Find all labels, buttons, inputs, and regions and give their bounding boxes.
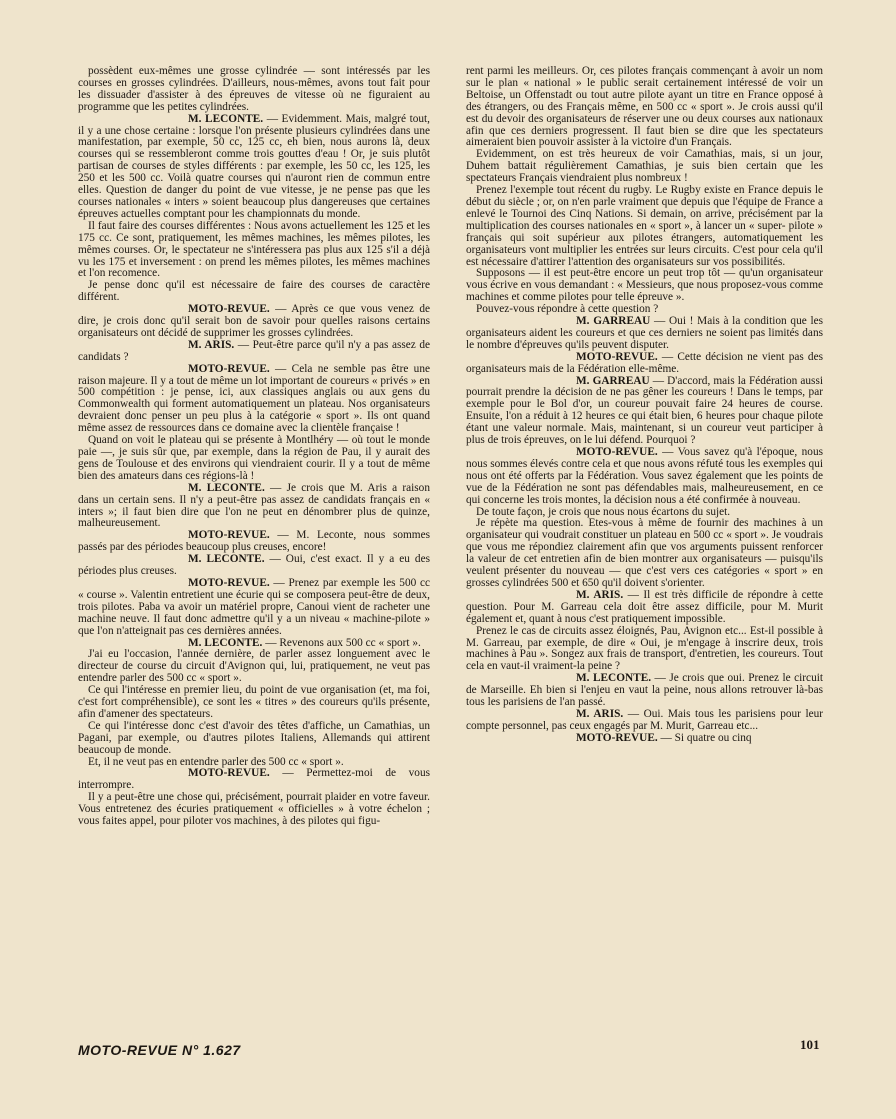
paragraph-text: De toute façon, je crois que nous nous écartons du sujet. [476, 505, 731, 518]
paragraph [78, 578, 430, 638]
speaker-name: M. LECONTE. [576, 672, 652, 685]
paragraph [78, 721, 430, 757]
paragraph [466, 149, 823, 185]
speaker-name: MOTO-REVUE. [576, 350, 658, 363]
speaker-name: M. ARIS. [188, 338, 235, 351]
right-column [466, 66, 823, 745]
paragraph-text: — Après ce que vous venez de dire, je crois donc qu'il serait bon de savoir pour quelles raisons certains organisateurs ont décidé de supprimer les grosses cylindrées. [78, 303, 430, 339]
paragraph-text: — Il est très difficile de répondre à cette question. Pour M. Garreau cela doit être assez difficile, pour M. Murit également et, quant à nous c'est pratiquement impossible. [466, 588, 823, 625]
speaker-name: MOTO-REVUE. [576, 731, 658, 744]
paragraph [466, 626, 823, 674]
speaker-name: MOTO-REVUE. [188, 576, 270, 589]
speaker-name: M. LECONTE. [188, 112, 264, 125]
paragraph-text: — Si quatre ou cinq [657, 731, 752, 744]
paragraph [78, 280, 430, 304]
paragraph [466, 66, 823, 149]
paragraph [466, 673, 823, 709]
paragraph [78, 685, 430, 721]
page-number: 101 [800, 1037, 820, 1052]
paragraph [466, 709, 823, 733]
paragraph [466, 268, 823, 304]
paragraph [78, 530, 430, 554]
paragraph-text: Ce qui l'intéresse en premier lieu, du point de vue organisation (et, ma foi, c'est fort compréhensible), ce sont les « titres » des coureurs qu'ils présente, afin d'amener des spectateurs. [78, 684, 430, 720]
paragraph [466, 447, 823, 507]
speaker-name: MOTO-REVUE. [188, 362, 270, 375]
paragraph [78, 792, 430, 828]
paragraph-text: Supposons — il est peut-être encore un peut trop tôt — qu'un organisateur vous écrive en vous demandant : « Messieurs, que nous proposez-vous comme machines et comme pilotes pour telle épreuve ». [466, 267, 823, 304]
speaker-name: MOTO-REVUE. [576, 446, 658, 458]
paragraph-text: — Je crois que M. Aris a raison dans un certain sens. Il n'y a peut-être pas assez de candidats français en « inters »; il faut bien dire que l'on ne peut en dénombrer plus de quinze, malheureusement. [78, 481, 430, 530]
paragraph [78, 483, 430, 531]
paragraph [466, 733, 823, 745]
speaker-name: M. LECONTE. [188, 553, 265, 566]
paragraph-text: rent parmi les meilleurs. Or, ces pilotes français commençant à avoir un nom sur le plan « national » le public serait certainement intéressé de voir un Beltoise, un Offenstadt ou tout autre pilote ayant un titre en France opposé à des étrangers, ou des Français même, en 500 cc « sport ». Je crois aussi qu'il est du devoir des organisateurs de réserver une ou deux courses aux nationaux afin que ces derniers progressent. Il faut bien se dire que les spectateurs aimeraient bien pouvoir assister à la victoire d'un Français. [466, 65, 823, 149]
left-column [78, 66, 430, 828]
paragraph-text: Je pense donc qu'il est nécessaire de faire des courses de caractère différent. [78, 279, 430, 304]
paragraph-text: — Cela ne semble pas être une raison majeure. Il y a tout de même un lot important de coureurs « privés » en 500 compétition : je pense, ici, aux classiques anglais ou aux gens du Commonwealth qui forment automatiquement un plateau. Nos organisateurs devraient donc penser un peu plus à la catégorie « sport ». Ils ont quand même assez de ressources dans ce domaine avec la clientèle française ! [78, 362, 430, 435]
paragraph-text: — M. Leconte, nous sommes passés par des périodes beaucoup plus creuses, encore! [78, 529, 430, 554]
speaker-name: MOTO-REVUE. [188, 529, 270, 542]
paragraph [466, 590, 823, 626]
paragraph-text: Quand on voit le plateau qui se présente à Montlhéry — où tout le monde paie —, je suis sûr que, par exemple, dans la région de Pau, il y aurait des gens de Toulouse et des environs qui viendraient courir. Il y a tout de même bien des amateurs dans ces régions-là ! [78, 434, 430, 482]
paragraph-text: — Evidemment. Mais, malgré tout, il y a une chose certaine : lorsque l'on présente plusieurs cylindrées dans une manifestation, par exemple, 50 cc, 125 cc, eh bien, nous aurons là, deux courses qui se ressembleront comme trois gouttes d'eau ! Or, je suis plutôt partisan de courses de styles différents : par exemple, les 50 cc, les 125, les 250 et les 500 cc. Voilà quatre courses qui n'auront rien de commun entre elles. Question de danger du point de vue vitesse, je ne pense pas que les courses nationales « inters » soient beaucoup plus dangereuses que certaines épreuves actuelles comptant pour les championnats du monde. [78, 112, 430, 220]
speaker-name: M. ARIS. [576, 588, 624, 601]
paragraph [78, 649, 430, 685]
paragraph [78, 114, 430, 221]
paragraph-text: — Oui ! Mais à la condition que les organisateurs aident les coureurs et que ces derniers ne soient pas limités dans le nombre d'épreuves qu'ils peuvent disputer. [466, 315, 823, 351]
paragraph-text: possèdent eux-mêmes une grosse cylindrée — sont intéressés par les courses en grosses cylindrées. D'ailleurs, nous-mêmes, avons tout fait pour les dissuader d'assister à des épreuves de vitesse où ne figuraient au programme que les petites cylindrées. [78, 65, 430, 113]
paragraph [466, 316, 823, 352]
speaker-name: MOTO-REVUE. [188, 303, 270, 316]
paragraph-text: Ce qui l'intéresse donc c'est d'avoir des têtes d'affiche, un Camathias, un Pagani, par exemple, ou d'autres pilotes Italiens, Allemands qui attirent beaucoup de monde. [78, 719, 430, 756]
speaker-name: M. GARREAU [576, 374, 650, 387]
paragraph-text: — Permettez-moi de vous interrompre. [78, 767, 430, 792]
paragraph [78, 221, 430, 281]
paragraph-text: Evidemment, on est très heureux de voir Camathias, mais, si un jour, Duhem battait régulièrement Camathias, je suis bien certain que les spectateurs Français viendraient plus nombreux ! [466, 148, 823, 185]
paragraph [466, 376, 823, 447]
paragraph-text: J'ai eu l'occasion, l'année dernière, de parler assez longuement avec le directeur de course du circuit d'Avignon qui, lui, pratiquement, ne veut pas entendre parler des 500 cc « sport ». [78, 648, 430, 685]
magazine-issue-footer: MOTO-REVUE N° 1.627 [78, 1042, 241, 1058]
paragraph-text: Prenez l'exemple tout récent du rugby. Le Rugby existe en France depuis le début du siècle ; or, on n'en parle vraiment que depuis que l'équipe de France a enlevé le Tournoi des Cinq Nations. Si demain, on arrive, précisément par la multiplication des courses nationales en « sport », à lancer un « super- pilote » français qui soit supérieur aux pilotes étrangers, automatiquement les organisateurs vont multiplier les entrées sur leurs circuits. C'est pour cela qu'il est nécessaire d'attirer l'attention des organisateurs sur vos possibilités. [466, 184, 823, 268]
paragraph-text: — Cette décision ne vient pas des organisateurs mais de la Fédération elle-même. [466, 350, 823, 375]
paragraph [78, 66, 430, 114]
paragraph-text: — Oui. Mais tous les parisiens pour leur compte personnel, pas ceux engagés par M. Murit, Garreau etc... [466, 707, 824, 732]
paragraph-text: Et, il ne veut pas en entendre parler des 500 cc « sport ». [88, 755, 344, 768]
speaker-name: M. ARIS. [576, 707, 624, 720]
paragraph [78, 554, 430, 578]
paragraph-text: — D'accord, mais la Fédération aussi pourrait prendre la décision de ne pas gêner les coureurs ! Dans le temps, par exemple pour le Bol d'or, un coureur pouvait faire 24 heures de course. Ensuite, l'on a réduit à 12 heures ce qui était bien, 6 heures pour chaque pilote étant une valeur normale. Mais, maintenant, si un coureur veut participer à plus de trois épreuves, on le lui défend. Pourquoi ? [466, 374, 823, 447]
paragraph [466, 518, 823, 589]
paragraph-text: — Vous savez qu'à l'époque, nous nous sommes élevés contre cela et que nous avons réfuté tous les exemples qui nous ont été offerts par la Fédération. Vous savez également que les points de vue de la Fédération ne sont pas défendables mais, malheureusement, en ce qui concerne les trois montes, la décision nous a été confirmée à nouveau. [466, 446, 823, 506]
paragraph [78, 340, 430, 364]
paragraph-text: — Oui, c'est exact. Il y a eu des périodes plus creuses. [78, 553, 430, 578]
paragraph-text: Il y a peut-être une chose qui, précisément, pourrait plaider en votre faveur. Vous entretenez des écuries pratiquement « officielles » à votre échelon ; vous faites appel, pour piloter vos machines, à des pilotes qui figu- [78, 791, 430, 828]
paragraph [78, 364, 430, 435]
speaker-name: M. LECONTE. [188, 636, 263, 649]
paragraph-text: Pouvez-vous répondre à cette question ? [476, 303, 659, 316]
paragraph-text: — Revenons aux 500 cc « sport ». [262, 636, 421, 649]
paragraph [466, 185, 823, 268]
paragraph [78, 435, 430, 483]
paragraph-text: — Prenez par exemple les 500 cc « course ». Valentin entretient une écurie qui se composera peut-être de deux, trois pilotes. Paba va avoir un matériel propre, Canoui vient de racheter une machine neuve. Il faut donc admettre qu'il y a un niveau « machine-pilote » que l'on n'atteignait pas ces dernières années. [78, 576, 430, 637]
paragraph [78, 768, 430, 792]
paragraph-text: Je répète ma question. Etes-vous à même de fournir des machines à un organisateur qui voudrait constituer un plateau en 500 cc « sport ». Je voudrais que vous me répondiez clairement afin que vos arguments puissent renforcer la valeur de cet entretien afin de bien montrer aux organisateurs — puisqu'ils veulent présenter du nouveau — que c'est vers ces catégories « sport » en grosses cylindrées 500 et 650 qu'il doivent s'orienter. [466, 517, 823, 589]
paragraph [78, 304, 430, 340]
speaker-name: MOTO-REVUE. [188, 767, 270, 780]
paragraph-text: — Je crois que oui. Prenez le circuit de Marseille. Eh bien si l'enjeu en vaut la peine, nous allons retrouver là-bas tous les parisiens de l'an passé. [466, 672, 823, 709]
speaker-name: M. LECONTE. [188, 481, 265, 494]
paragraph-text: Il faut faire des courses différentes : Nous avons actuellement les 125 et les 175 cc. Ce sont, pratiquement, les mêmes machines, les mêmes pilotes, les mêmes courses. Or, le spectateur ne s'intéressera pas plus aux 125 s'il a déjà vu les 175 et inversement : on prend les mêmes pilotes, les mêmes machines et l'on recomence. [78, 219, 430, 280]
speaker-name: M. GARREAU [576, 315, 651, 328]
paragraph [466, 352, 823, 376]
paragraph-text: — Peut-être parce qu'il n'y a pas assez de candidats ? [78, 338, 430, 363]
paragraph-text: Prenez le cas de circuits assez éloignés, Pau, Avignon etc... Est-il possible à M. Garreau, par exemple, de dire « Oui, je m'engage à inscrire deux, trois machines à Pau ». Songez aux frais de transport, d'entretien, les coureurs. Tout cela en vaut-il vraiment-la peine ? [466, 624, 823, 673]
